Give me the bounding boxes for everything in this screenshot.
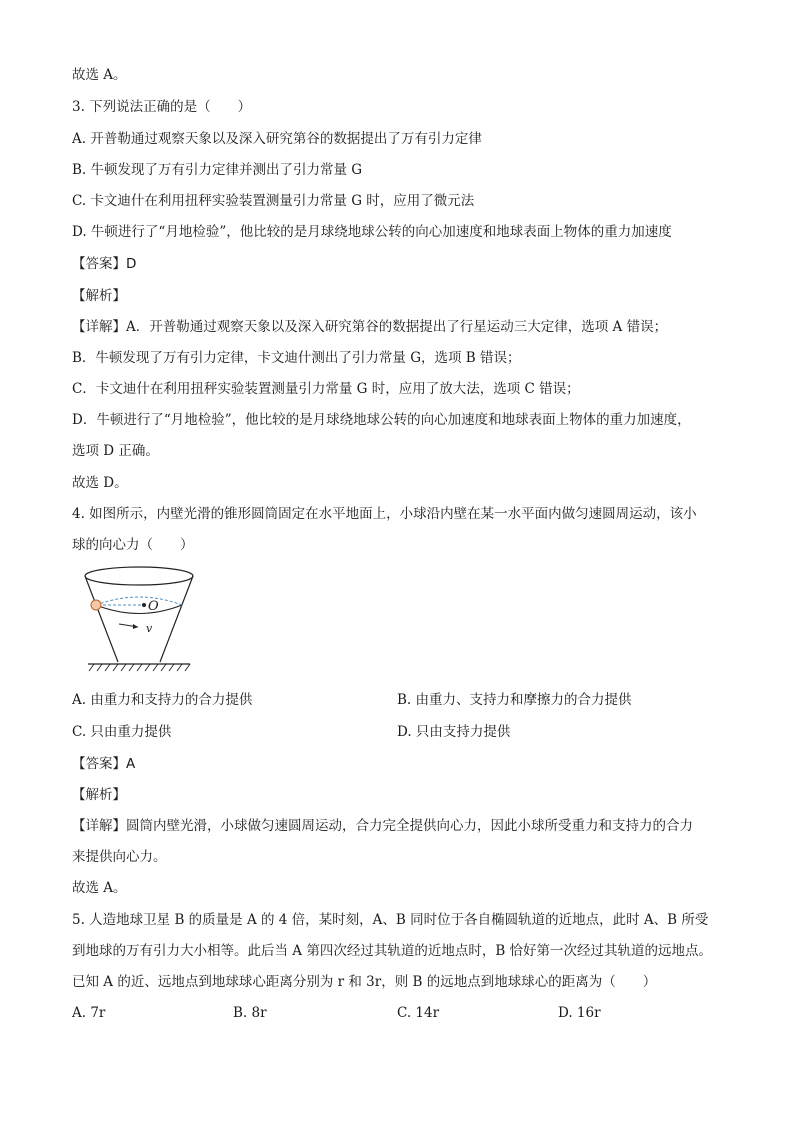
ground-hatch — [89, 664, 190, 671]
q3-answer: 【答案】D — [72, 256, 137, 272]
q3-explain-line: 选项 D 正确。 — [72, 443, 159, 459]
cone-rim — [85, 567, 193, 585]
q5-option-d: D. 16r — [558, 1005, 601, 1021]
ball-icon — [91, 600, 101, 610]
cone-wall-left — [85, 576, 118, 662]
q4-explain-line: 【详解】圆筒内壁光滑，小球做匀速圆周运动，合力完全提供向心力，因此小球所受重力和支持力的合力 — [72, 818, 693, 834]
center-point — [142, 603, 146, 607]
cone-figure — [84, 565, 194, 675]
q5-option-b: B. 8r — [233, 1005, 267, 1021]
cone-wall-right — [160, 576, 193, 662]
q5-option-a: A. 7r — [72, 1005, 106, 1021]
q5-stem: 已知 A 的近、远地点到地球球心距离分别为 r 和 3r，则 B 的远地点到地球球心的距离为（ ） — [72, 974, 657, 990]
q4-stem: 4. 如图所示，内壁光滑的锥形圆筒固定在水平地面上，小球沿内壁在某一水平面内做匀速圆周运动，该小 — [72, 506, 697, 522]
q4-option-a: A. 由重力和支持力的合力提供 — [72, 692, 253, 708]
q5-option-c: C. 14r — [397, 1005, 440, 1021]
center-label: O — [148, 599, 159, 614]
q4-option-d: D. 只由支持力提供 — [397, 724, 511, 740]
q4-option-b: B. 由重力、支持力和摩擦力的合力提供 — [397, 692, 632, 708]
q4-conclusion: 故选 A。 — [72, 880, 127, 896]
q3-explain-line: D．牛顿进行了“月地检验”，他比较的是月球绕地球公转的向心加速度和地球表面上物体的重力加速度， — [72, 412, 691, 428]
q3-conclusion: 故选 D。 — [72, 475, 128, 491]
q4-answer: 【答案】A — [72, 756, 136, 772]
q5-stem: 到地球的万有引力大小相等。此后当 A 第四次经过其轨道的近地点时，B 恰好第一次经过其轨道的远地点。 — [72, 943, 713, 959]
q4-stem: 球的向心力（ ） — [72, 537, 194, 553]
velocity-label: v — [146, 622, 153, 635]
text-line: 故选 A。 — [72, 67, 127, 83]
q5-stem: 5. 人造地球卫星 B 的质量是 A 的 4 倍，某时刻，A、B 同时位于各自椭圆轨道的近地点，此时 A、B 所受 — [72, 912, 709, 928]
q4-analysis-heading: 【解析】 — [72, 787, 126, 803]
q4-option-c: C. 只由重力提供 — [72, 724, 172, 740]
q3-stem: 3. 下列说法正确的是（ ） — [72, 99, 252, 115]
q3-option-d: D. 牛顿进行了“月地检验”，他比较的是月球绕地球公转的向心加速度和地球表面上物体的重力加速度 — [72, 224, 672, 240]
orbit-back — [96, 597, 182, 605]
q3-explain-line: B．牛顿发现了万有引力定律，卡文迪什测出了引力常量 G，选项 B 错误； — [72, 350, 521, 366]
q3-option-b: B. 牛顿发现了万有引力定律并测出了引力常量 G — [72, 162, 363, 178]
q3-explain-line: C．卡文迪什在利用扭秤实验装置测量引力常量 G 时，应用了放大法，选项 C 错误； — [72, 381, 580, 397]
orbit-front — [96, 605, 182, 614]
q3-analysis-heading: 【解析】 — [72, 288, 126, 304]
q3-option-a: A. 开普勒通过观察天象以及深入研究第谷的数据提出了万有引力定律 — [72, 131, 482, 147]
q4-explain-line: 来提供向心力。 — [72, 849, 167, 865]
q3-explain-line: 【详解】A．开普勒通过观察天象以及深入研究第谷的数据提出了行星运动三大定律，选项 A 错误； — [72, 319, 668, 335]
q3-option-c: C. 卡文迪什在利用扭秤实验装置测量引力常量 G 时，应用了微元法 — [72, 193, 475, 209]
